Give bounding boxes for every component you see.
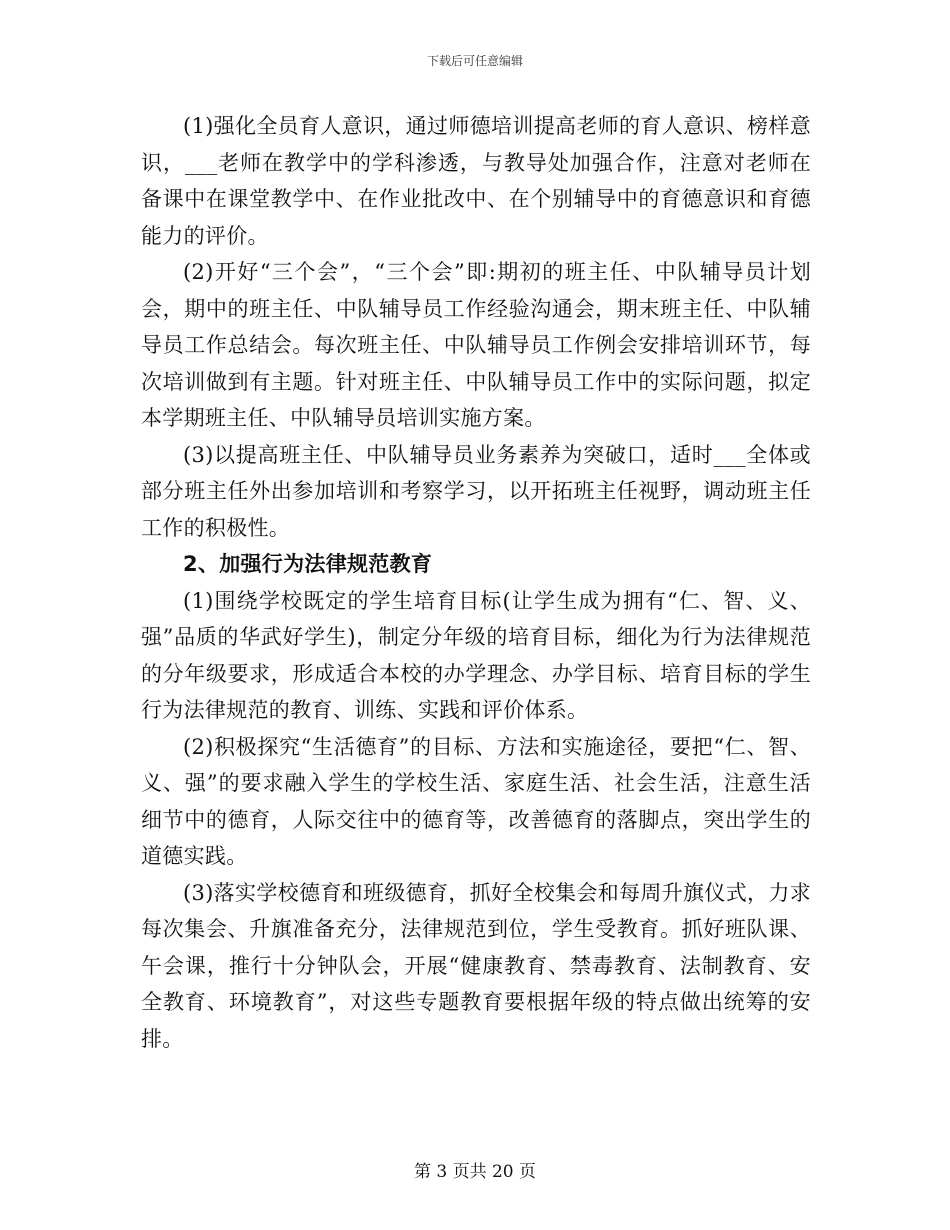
paragraph-training-awareness: (1)强化全员育人意识，通过师德培训提高老师的育人意识、榜样意识，___老师在教学中的学科渗透，与教导处加强合作，注意对老师在备课中在课堂教学中、在作业批改中、在个别辅导中的育德意识和育德能力的评价。 xyxy=(141,114,811,248)
paragraph-school-class-moral-education: (3)落实学校德育和班级德育，抓好全校集会和每周升旗仪式，力求每次集会、升旗准备充分，法律规范到位，学生受教育。抓好班队课、午会课，推行十分钟队会，开展“健康教育、禁毒教育、法制教育、安全教育、环境教育”，对这些专题教育要根据年级的特点做出统筹的安排。 xyxy=(141,880,811,1051)
page-footer: 第 3 页共 20 页 xyxy=(413,1162,537,1182)
section-heading: 2、加强行为法律规范教育 xyxy=(183,552,433,576)
paragraph-three-meetings: (2)开好“三个会”，“三个会”即:期初的班主任、中队辅导员计划会，期中的班主任、中队辅导员工作经验沟通会，期末班主任、中队辅导员工作总结会。每次班主任、中队辅导员工作例会安排培训环节，每次培训做到有主题。针对班主任、中队辅导员工作中的实际问题，拟定本学期班主任、中队辅导员培训实施方案。 xyxy=(141,260,811,430)
paragraph-cultivation-goals: (1)围绕学校既定的学生培育目标(让学生成为拥有“仁、智、义、强”品质的华武好学生)，制定分年级的培育目标，细化为行为法律规范的分年级要求，形成适合本校的办学理念、办学目标、培育目标的学生行为法律规范的教育、训练、实践和评价体系。 xyxy=(141,588,811,722)
paragraph-external-training: (3)以提高班主任、中队辅导员业务素养为突破口，适时___全体或部分班主任外出参加培训和考察学习，以开拓班主任视野，调动班主任工作的积极性。 xyxy=(141,442,811,540)
paragraph-life-moral-education: (2)积极探究“生活德育”的目标、方法和实施途径，要把“仁、智、义、强”的要求融入学生的学校生活、家庭生活、社会生活，注意生活细节中的德育，人际交往中的德育等，改善德育的落脚点，突出学生的道德实践。 xyxy=(141,734,811,868)
page-header: 下载后可任意编辑 xyxy=(426,54,523,68)
document-body xyxy=(141,108,811,1057)
